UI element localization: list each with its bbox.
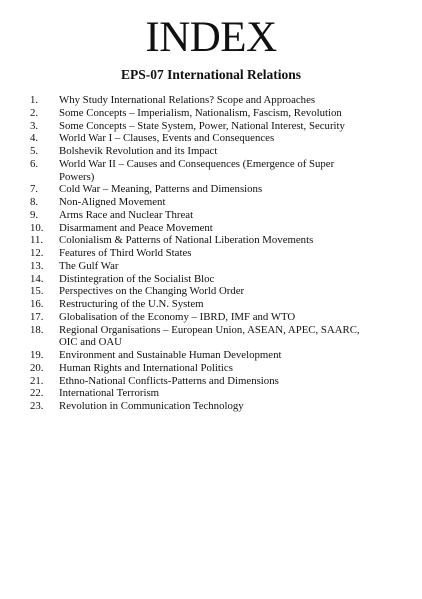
index-item-number: 19. (30, 349, 44, 361)
index-item-title: Globalisation of the Economy – IBRD, IMF and WTO (59, 310, 296, 323)
index-item-title: Why Study International Relations? Scope and Approaches (59, 94, 316, 106)
index-item (30, 298, 390, 311)
index-item (30, 107, 390, 120)
index-item-title: Disarmament and Peace Movement (59, 221, 213, 234)
index-item (30, 375, 390, 388)
index-item-number: 7. (30, 183, 39, 196)
index-item (30, 222, 390, 235)
index-item (30, 324, 390, 350)
index-item-title: Some Concepts – State System, Power, National Interest, Security (59, 119, 345, 132)
index-item-title: Bolshevik Revolution and its Impact (59, 145, 218, 157)
index-item-number: 12. (30, 247, 44, 259)
index-item-title: World War II – Causes and Consequences (Emergence of Super Powers) (59, 157, 335, 183)
index-item-number: 11. (30, 234, 44, 247)
index-item-number: 20. (30, 361, 44, 374)
index-item-title: Environment and Sustainable Human Development (59, 349, 282, 361)
page-title: INDEX (145, 14, 277, 61)
index-item-title: Some Concepts – Imperialism, Nationalism, Fascism, Revolution (59, 106, 342, 119)
index-item-title: Revolution in Communication Technology (59, 400, 244, 412)
index-item-title: Colonialism & Patterns of National Liberation Movements (59, 234, 314, 247)
index-item-number: 3. (30, 119, 39, 132)
course-subtitle: EPS-07 International Relations (120, 67, 301, 82)
index-item-number: 21. (30, 374, 44, 387)
index-item-title: International Terrorism (59, 387, 160, 400)
index-item-number: 16. (30, 298, 44, 310)
index-item (30, 400, 390, 413)
index-item-title: Restructuring of the U.N. System (59, 298, 204, 310)
index-item (30, 349, 390, 362)
index-item (30, 158, 390, 184)
index-item (30, 387, 390, 400)
index-item (30, 120, 390, 133)
index-item-title: Ethno-National Conflicts-Patterns and Dimensions (59, 374, 279, 387)
index-item (30, 311, 390, 324)
index-item (30, 285, 390, 298)
index-item-number: 5. (30, 145, 39, 157)
index-item-number: 1. (30, 94, 39, 106)
index-item (30, 247, 390, 260)
index-item-number: 4. (30, 132, 39, 145)
index-item-title: Perspectives on the Changing World Order (59, 285, 245, 298)
index-item-number: 2. (30, 106, 39, 119)
index-item-number: 9. (30, 208, 39, 221)
index-item-number: 6. (30, 157, 39, 170)
index-item (30, 196, 390, 209)
index-item (30, 183, 390, 196)
index-item (30, 260, 390, 273)
index-item-number: 17. (30, 310, 44, 323)
index-item (30, 132, 390, 145)
index-item (30, 94, 390, 107)
index-item-title: Non-Aligned Movement (59, 196, 166, 208)
index-item-number: 18. (30, 323, 44, 336)
index-item-title: World War I – Clauses, Events and Consequences (59, 132, 275, 145)
index-item (30, 145, 390, 158)
index-list (30, 94, 390, 413)
index-item-number: 14. (30, 272, 44, 285)
index-item-number: 15. (30, 285, 44, 298)
index-item-number: 8. (30, 196, 39, 208)
index-item (30, 362, 390, 375)
index-item-title: Human Rights and International Politics (59, 361, 233, 374)
index-item-title: Features of Third World States (59, 247, 192, 259)
index-item-number: 13. (30, 259, 44, 272)
index-item-number: 10. (30, 221, 44, 234)
index-item-title: Regional Organisations – European Union, ASEAN, APEC, SAARC, OIC and OAU (59, 323, 360, 349)
index-item-number: 23. (30, 400, 44, 412)
index-item (30, 273, 390, 286)
index-item-title: Distintegration of the Socialist Bloc (59, 272, 215, 285)
index-item (30, 209, 390, 222)
index-item (30, 234, 390, 247)
index-item-number: 22. (30, 387, 44, 400)
index-item-title: Cold War – Meaning, Patterns and Dimensions (59, 183, 263, 196)
index-item-title: Arms Race and Nuclear Threat (59, 208, 194, 221)
index-item-title: The Gulf War (59, 259, 119, 272)
